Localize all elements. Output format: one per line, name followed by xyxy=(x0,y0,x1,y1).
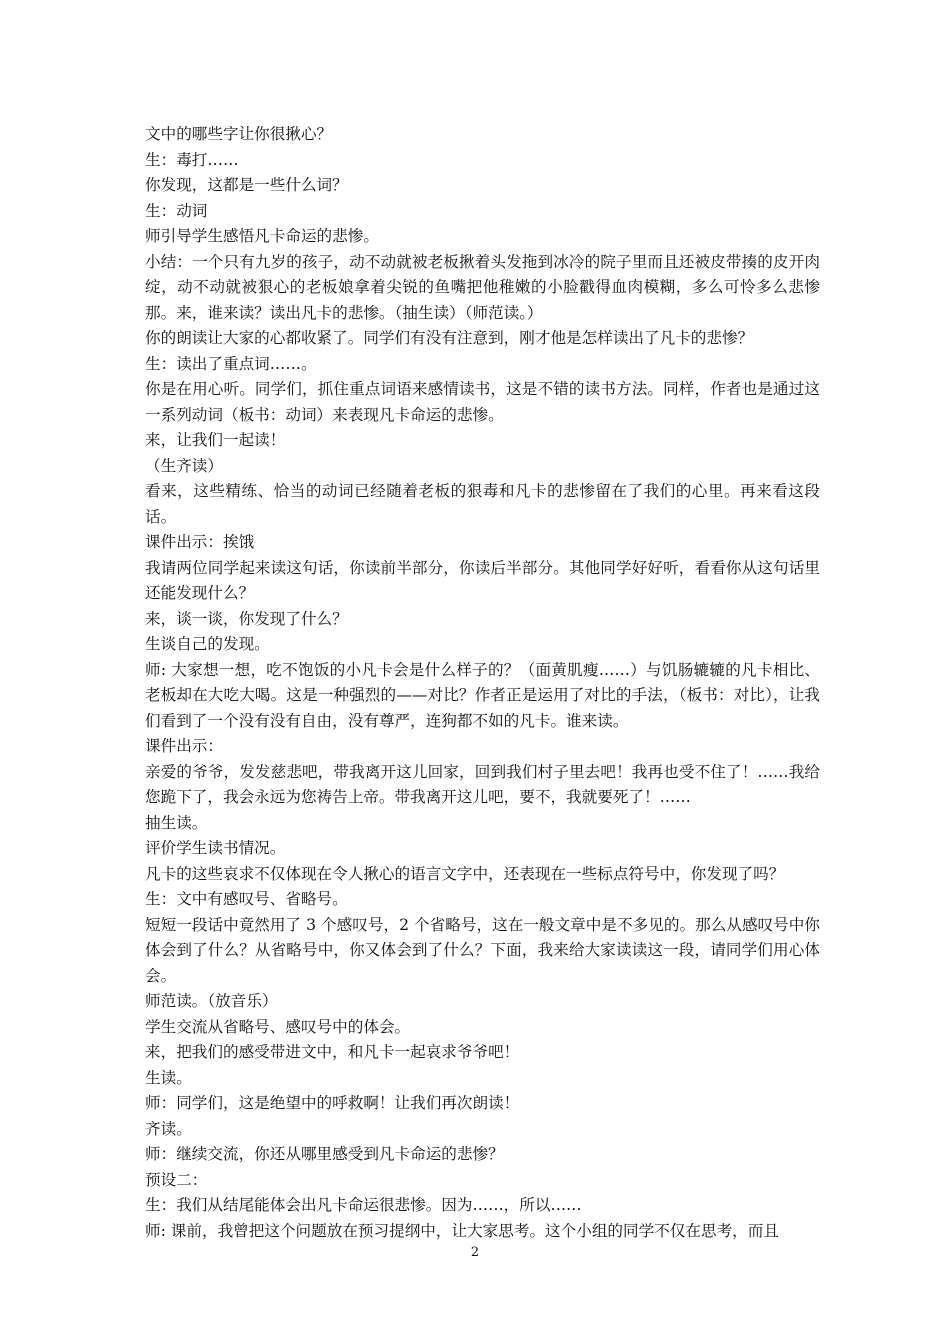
paragraph: 我请两位同学起来读这句话，你读前半部分，你读后半部分。其他同学好好听，看看你从这句话里还能发现什么？ xyxy=(145,558,820,602)
paragraph: 生：读出了重点词……。 xyxy=(145,354,317,373)
paragraph: 你的朗读让大家的心都收紧了。同学们有没有注意到，刚才他是怎样读出了凡卡的悲惨？ xyxy=(145,329,754,347)
document-body xyxy=(145,122,820,1244)
paragraph: 来，让我们一起读！ xyxy=(145,431,286,449)
paragraph: 看来，这些精练、恰当的动词已经随着老板的狠毒和凡卡的悲惨留在了我们的心里。再来看这段话。 xyxy=(145,482,820,526)
paragraph: 师: 课前，我曾把这个问题放在预习提纲中，让大家思考。这个小组的同学不仅在思考，而且 xyxy=(145,1221,779,1240)
paragraph: 预设二： xyxy=(145,1170,208,1189)
paragraph: 课件出示： xyxy=(145,737,223,755)
paragraph: 凡卡的这些哀求不仅体现在令人揪心的语言文字中，还表现在一些标点符号中，你发现了吗？ xyxy=(145,864,785,883)
paragraph: 生：动词 xyxy=(145,201,208,220)
paragraph: 生谈自己的发现。 xyxy=(145,635,270,653)
paragraph: 你发现，这都是一些什么词？ xyxy=(145,176,348,194)
paragraph: 师：继续交流，你还从哪里感受到凡卡命运的悲惨？ xyxy=(145,1145,504,1163)
paragraph: 来，谈一谈，你发现了什么？ xyxy=(145,609,348,628)
paragraph: 生：毒打…… xyxy=(145,150,239,169)
paragraph: 你是在用心听。同学们，抓住重点词语来感情读书，这是不错的读书方法。同样，作者也是通过这一系列动词（板书：动词）来表现凡卡命运的悲惨。 xyxy=(145,380,820,424)
paragraph: 来，把我们的感受带进文中，和凡卡一起哀求爷爷吧！ xyxy=(145,1043,520,1061)
paragraph: 评价学生读书情况。 xyxy=(145,839,286,857)
paragraph: 生：我们从结尾能体会出凡卡命运很悲惨。因为……，所以…… xyxy=(145,1196,582,1214)
paragraph: 师: 大家想一想，吃不饱饭的小凡卡会是什么样子的？（面黄肌瘦……）与饥肠辘辘的凡卡相比、老板却在大吃大喝。这是一种强烈的——对比？作者正是运用了对比的手法，（板书：对比），让我们看到了一个没有没有自由，没有尊严，连狗都不如的凡卡。谁来读。 xyxy=(145,660,820,730)
paragraph: 亲爱的爷爷，发发慈悲吧，带我离开这儿回家，回到我们村子里去吧！我再也受不住了！……我给您跪下了，我会永远为您祷告上帝。带我离开这儿吧，要不，我就要死了！…… xyxy=(145,762,820,806)
paragraph: 生：文中有感叹号、省略号。 xyxy=(145,890,348,908)
page-number: 2 xyxy=(470,1245,480,1260)
paragraph: 抽生读。 xyxy=(145,813,208,832)
paragraph: （生齐读） xyxy=(145,456,223,475)
paragraph: 生读。 xyxy=(145,1068,192,1087)
paragraph: 师：同学们，这是绝望中的呼救啊！让我们再次朗读！ xyxy=(145,1094,520,1112)
paragraph: 师引导学生感悟凡卡命运的悲惨。 xyxy=(145,227,379,245)
paragraph: 小结：一个只有九岁的孩子，动不动就被老板揪着头发拖到冰冷的院子里而且还被皮带揍的皮开肉绽，动不动就被狠心的老板娘拿着尖锐的鱼嘴把他稚嫩的小脸戳得血肉模糊，多么可怜多么悲惨那。来，谁来读？读出凡卡的悲惨。（抽生读）（师范读。） xyxy=(145,252,820,322)
paragraph: 文中的哪些字让你很揪心？ xyxy=(145,125,333,143)
paragraph: 学生交流从省略号、感叹号中的体会。 xyxy=(145,1017,411,1036)
paragraph: 师范读。（放音乐） xyxy=(145,992,278,1010)
paragraph: 课件出示：挨饿 xyxy=(145,533,255,551)
paragraph: 短短一段话中竟然用了 3 个感叹号，2 个省略号，这在一般文章中是不多见的。那么从感叹号中你体会到了什么？从省略号中，你又体会到了什么？下面，我来给大家读读这一段，请同学们用心体会。 xyxy=(145,915,820,985)
paragraph: 齐读。 xyxy=(145,1119,192,1138)
